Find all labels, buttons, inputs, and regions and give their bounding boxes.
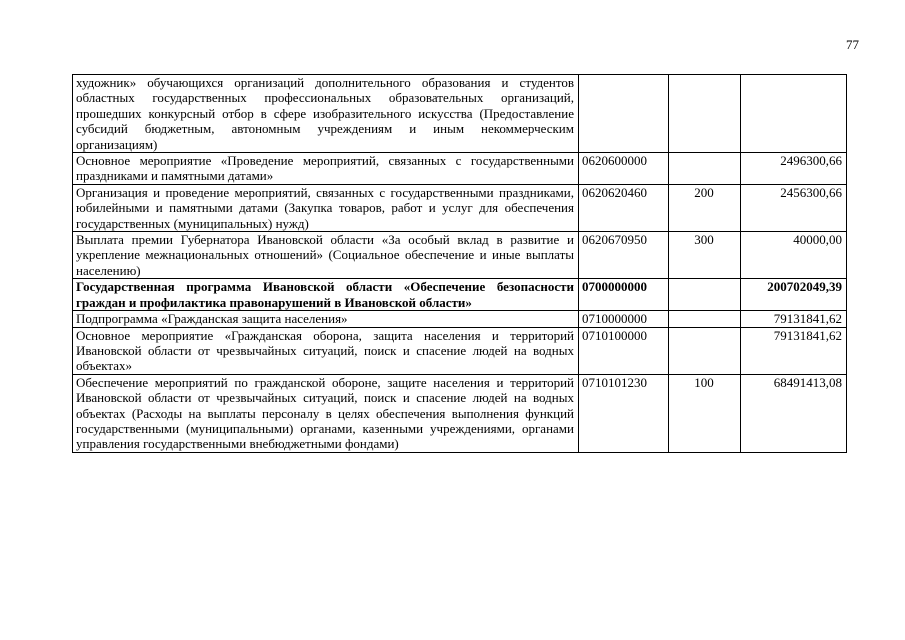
row-code: 0710100000 — [579, 327, 669, 374]
page-number: 77 — [846, 37, 859, 52]
row-sum: 79131841,62 — [741, 327, 847, 374]
row-name: Выплата премии Губернатора Ивановской области «За особый вклад в развитие и укрепление межнациональных отношений» (Социальное обеспечение и иные выплаты населению) — [73, 232, 579, 279]
row-name: художник» обучающихся организаций дополнительного образования и студентов областных государственных профессиональных образовательных организаций, прошедших конкурсный отбор в сфере изобразительного искусства (Предоставление субсидий бюджетным, автономным учреждениям и иным некоммерческим организациям) — [73, 75, 579, 153]
row-code: 0710000000 — [579, 311, 669, 327]
row-name: Организация и проведение мероприятий, связанных с государственными праздниками, юбилейными и памятными датами (Закупка товаров, работ и услуг для обеспечения государственных (муниципальных) нужд) — [73, 184, 579, 231]
row-sum: 79131841,62 — [741, 311, 847, 327]
table-row-program — [73, 279, 847, 311]
row-code: 0620620460 — [579, 184, 669, 231]
table-row — [73, 311, 847, 327]
row-type: 300 — [669, 232, 741, 279]
row-code: 0620670950 — [579, 232, 669, 279]
row-type — [669, 153, 741, 185]
table-row — [73, 374, 847, 452]
row-name: Подпрограмма «Гражданская защита населения» — [73, 311, 579, 327]
row-type — [669, 75, 741, 153]
row-name: Основное мероприятие «Гражданская оборона, защита населения и территорий Ивановской области от чрезвычайных ситуаций, поиск и спасение людей на водных объектах» — [73, 327, 579, 374]
row-type — [669, 311, 741, 327]
row-code: 0620600000 — [579, 153, 669, 185]
row-type — [669, 279, 741, 311]
row-name: Основное мероприятие «Проведение мероприятий, связанных с государственными праздниками и памятными датами» — [73, 153, 579, 185]
row-sum — [741, 75, 847, 153]
row-sum: 200702049,39 — [741, 279, 847, 311]
budget-table — [72, 74, 847, 453]
table-row — [73, 75, 847, 153]
row-type: 200 — [669, 184, 741, 231]
row-name: Обеспечение мероприятий по гражданской обороне, защите населения и территорий Ивановской области от чрезвычайных ситуаций, поиск и спасение людей на водных объектах (Расходы на выплаты персоналу в целях обеспечения выполнения функций государственными (муниципальными) органами, казенными учреждениями, органами управления государственными внебюджетными фондами) — [73, 374, 579, 452]
row-name: Государственная программа Ивановской области «Обеспечение безопасности граждан и профилактика правонарушений в Ивановской области» — [73, 279, 579, 311]
table-row — [73, 232, 847, 279]
row-type: 100 — [669, 374, 741, 452]
row-code — [579, 75, 669, 153]
row-sum: 68491413,08 — [741, 374, 847, 452]
table-row — [73, 184, 847, 231]
row-sum: 40000,00 — [741, 232, 847, 279]
table-row — [73, 153, 847, 185]
row-code: 0700000000 — [579, 279, 669, 311]
row-sum: 2456300,66 — [741, 184, 847, 231]
table-row — [73, 327, 847, 374]
row-code: 0710101230 — [579, 374, 669, 452]
row-sum: 2496300,66 — [741, 153, 847, 185]
row-type — [669, 327, 741, 374]
